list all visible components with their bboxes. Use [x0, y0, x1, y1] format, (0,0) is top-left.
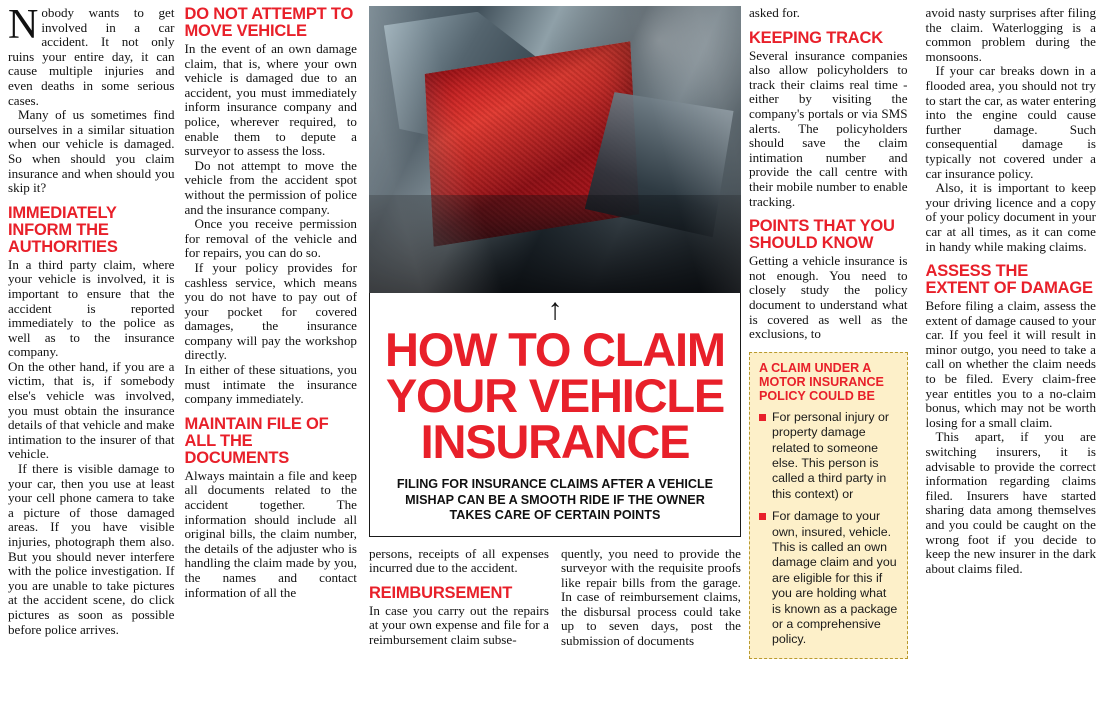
bullet-square-icon	[759, 414, 766, 421]
paragraph: Always maintain a file and keep all documents related to the accident together. The information should include all original bills, the claim number, the details of the adjuster who is handling the claim made by you, the names and contact information of all the	[184, 467, 357, 600]
article-columns	[8, 2, 1096, 703]
paragraph: In either of these situations, you must intimate the insurance company immediately.	[184, 362, 357, 407]
column-four	[741, 6, 918, 703]
paragraph: Do not attempt to move the vehicle from the accident spot without the permission of police and the insurance company.	[184, 157, 357, 217]
paragraph: If your car breaks down in a flooded area, you should not try to start the car, as water entering into the engine could cause further damage. Such consequential damage is typically not covered under a car insurance policy.	[925, 63, 1096, 181]
paragraph: Many of us sometimes find ourselves in a similar situation when our vehicle is damaged. So when should you claim insurance and when should you skip it?	[8, 107, 175, 196]
claim-types-callout-box	[749, 352, 908, 659]
feature-bottom-right	[561, 547, 741, 649]
intro-paragraph	[8, 2, 175, 108]
section-heading-assess-damage: ASSESS THE EXTENT OF DAMAGE	[925, 262, 1093, 298]
section-heading-reimbursement: REIMBURSEMENT	[368, 583, 513, 602]
arrow-up-icon: ↑	[547, 293, 563, 326]
callout-list-item	[759, 509, 898, 648]
drop-cap: N	[8, 2, 39, 48]
column-feature	[369, 6, 741, 703]
column-one	[8, 2, 185, 703]
section-heading-points-to-know: POINTS THAT YOU SHOULD KNOW	[748, 217, 895, 253]
paragraph: In a third party claim, where your vehicle is involved, it is important to ensure that the accident is reported immediately to the police as well as to the insurance company.	[8, 256, 175, 360]
crashed-car-photo	[369, 6, 741, 293]
paragraph: avoid nasty surprises after filing the claim. Waterlogging is a common problem during the monsoons.	[925, 5, 1096, 64]
section-heading-maintain-file: MAINTAIN FILE OF ALL THE DOCUMENTS	[184, 414, 329, 467]
paragraph: Before filing a claim, assess the extent of damage caused to your car. If you feel it will result in minor outgo, you need to take a call on whether the claim needs to be filed. Every claim-free year entitles you to a no-claim bonus, which may not be worth losing for a small claim.	[925, 298, 1096, 430]
paragraph: In case you carry out the repairs at your own expense and file for a reimbursement claim subse-	[368, 602, 549, 647]
paragraph: If your policy provides for cashless service, which means you do not have to pay out of your pocket for covered damages, the insurance company will pay the workshop directly.	[184, 259, 357, 363]
callout-title: A CLAIM UNDER A MOTOR INSURANCE POLICY COULD BE	[758, 360, 884, 403]
column-five	[918, 6, 1096, 703]
feature-bottom-columns	[369, 547, 741, 649]
page-title: HOW TO CLAIM YOUR VEHICLE INSURANCE	[385, 323, 725, 468]
paragraph: quently, you need to provide the surveyor with the requisite proofs like repair bills from the garage. In case of reimbursement claims, the disbursal process could take up to seven days, post the submission of documents	[560, 545, 741, 649]
callout-item-text: For personal injury or property damage related to someone else. This person is called a third party in this context) or	[771, 409, 890, 501]
feature-bottom-left	[369, 547, 549, 649]
paragraph: persons, receipts of all expenses incurred due to the accident.	[368, 545, 549, 576]
photo-gloss	[369, 6, 741, 293]
column-two	[185, 6, 369, 703]
callout-item-text: For damage to your own, insured, vehicle. This is called an own damage claim and you are eligible for this if you are holding what is known as a package or a comprehensive policy.	[771, 509, 898, 647]
paragraph: asked for.	[748, 5, 800, 20]
bullet-square-icon	[759, 513, 766, 520]
paragraph: This apart, if you are switching insurers, it is advisable to provide the correct information regarding claims filed. Insurers have started sharing data among themselves and you could be caught on the wrong foot if you decide to keep the new insurer in the dark about claims filed.	[925, 429, 1096, 576]
paragraph: Several insurance companies also allow policyholders to track their claims real time - either by visiting the company's portals or via SMS alerts. The policyholders should save the claim intimation number and provide the call centre with their mobile number to enable tracking.	[748, 47, 908, 209]
headline-box	[369, 293, 741, 537]
callout-list-item	[759, 410, 898, 502]
paragraph: If there is visible damage to your car, then you use at least your cell phone camera to take a picture of those damaged areas. If you have visible injuries, photograph them also. But you should never interfere with the police investigation. If you are unable to take pictures at the accident scene, do click pictures as soon as possible before police arrives.	[8, 461, 175, 637]
intro-text: obody wants to get involved in a car accident. It not only ruins your entire day, it can cause multiple injuries and even deaths in some serious cases.	[8, 5, 175, 108]
section-heading-do-not-move-vehicle: DO NOT ATTEMPT TO MOVE VEHICLE	[184, 5, 354, 40]
paragraph: Once you receive permission for removal of the vehicle and for repairs, you can do so.	[184, 216, 357, 261]
section-heading-keeping-track: KEEPING TRACK	[748, 28, 883, 47]
standfirst: FILING FOR INSURANCE CLAIMS AFTER A VEHICLE MISHAP CAN BE A SMOOTH RIDE IF THE OWNER TAKES CARE OF CERTAIN POINTS	[396, 477, 714, 522]
paragraph: Also, it is important to keep your driving licence and a copy of your policy document in your car at all times, as it can come in handy while making claims.	[925, 180, 1096, 254]
paragraph: In the event of an own damage claim, that is, where your own vehicle is damaged due to an accident, you must immediately inform insurance company and police, wherever required, to enable them to depute a surveyor to assess the loss.	[184, 41, 357, 159]
section-heading-immediately-inform: IMMEDIATELY INFORM THE AUTHORITIES	[8, 203, 118, 256]
paragraph: On the other hand, if you are a victim, that is, if somebody else's vehicle was involved, you must obtain the insurance details of that vehicle and make intimation to the insurer of that vehicle.	[8, 358, 175, 462]
paragraph: Getting a vehicle insurance is not enough. You need to closely study the policy document to understand what is covered as well as the exclusions, to	[748, 253, 908, 342]
